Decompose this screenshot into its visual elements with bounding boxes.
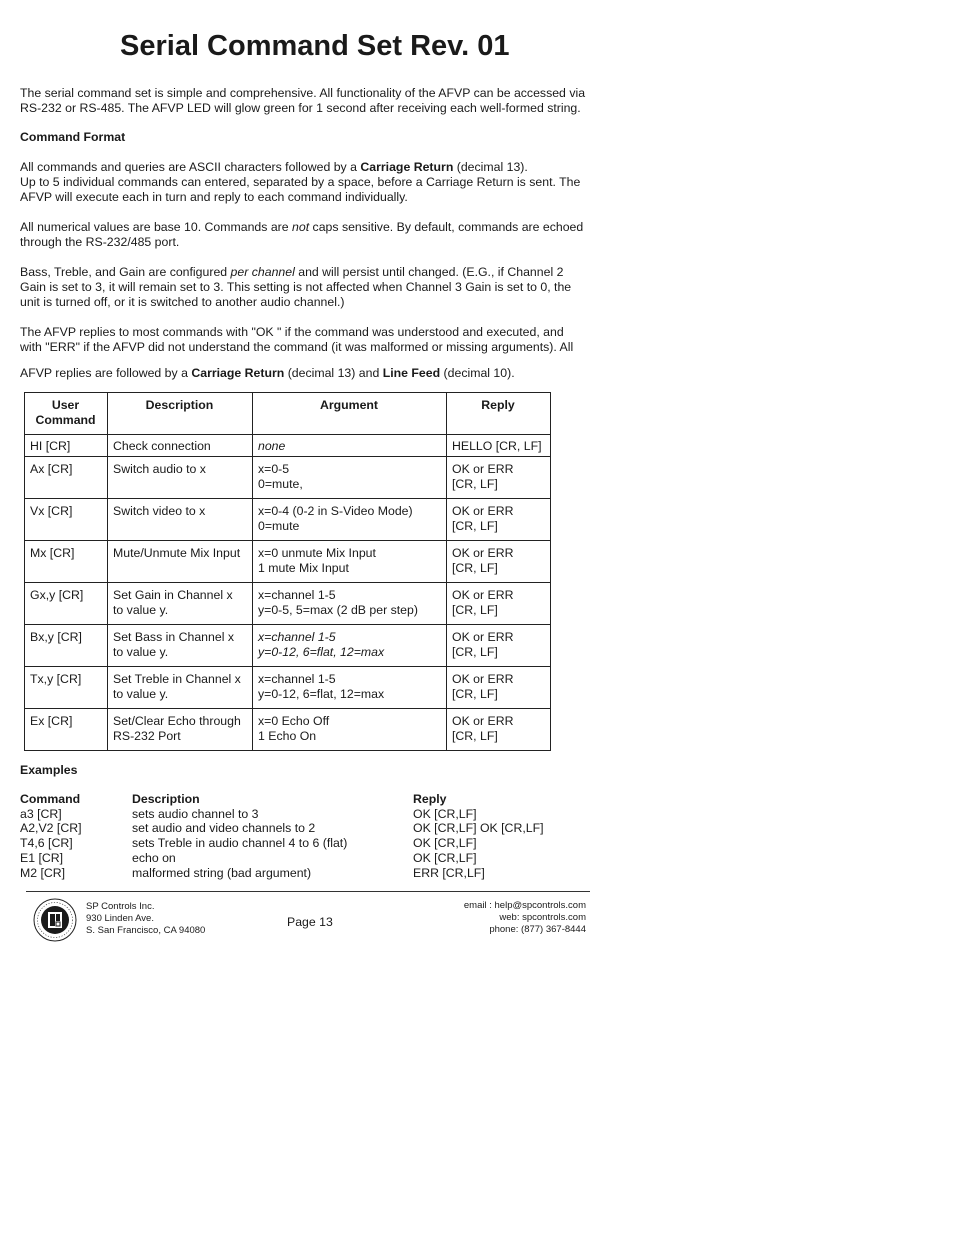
cell-command-text: HI [CR] [30,439,71,453]
cell-reply-line: OK or ERR [452,588,514,602]
numeric-text: through the RS-232/485 port. [20,235,180,249]
cell-reply-line: [CR, LF] [452,687,498,701]
cell-description-line: Set Bass in Channel x [113,630,234,644]
replies-text: (decimal 10). [440,366,515,380]
cell-description-line: Set/Clear Echo through [113,714,241,728]
example-command: a3 [CR] [20,806,62,821]
example-command: A2,V2 [CR] [20,821,82,836]
footer-divider [26,891,590,892]
table-row [25,667,551,709]
reply-text: with "ERR" if the AFVP did not understand the command (it was malformed or missing arguments). All [20,340,574,354]
cell-command-text: Vx [CR] [30,504,73,518]
cell-description-line: RS-232 Port [113,729,181,743]
format-text: All commands and queries are ASCII characters followed by a [20,160,361,174]
company-address [86,901,205,936]
example-reply: OK [CR,LF] [413,850,477,865]
bass-text: unit is turned off, or it is switched to another audio channel.) [20,295,345,309]
table-row [25,709,551,751]
command-reference-table [24,392,551,751]
command-format-heading: Command Format [20,130,126,144]
cell-argument [253,583,447,625]
intro-paragraph [20,86,620,116]
replies-text: (decimal 13) and [284,366,383,380]
cell-description [108,457,253,499]
example-description: set audio and video channels to 2 [132,821,316,836]
cell-description-line: to value y. [113,645,169,659]
header-reply: Reply [447,393,551,435]
cell-description [108,583,253,625]
cell-argument-line: x=0-5 [258,462,290,476]
cell-description [108,667,253,709]
cell-description-line: Switch video to x [113,504,206,518]
cell-reply [447,667,551,709]
cell-description [108,435,253,457]
cell-description-line: Set Gain in Channel x [113,588,233,602]
cell-argument-line: x=0-4 (0-2 in S-Video Mode) [258,504,413,518]
cell-argument [253,499,447,541]
contact-phone: phone: (877) 367-8444 [489,923,586,935]
cell-command [25,625,108,667]
cell-reply-line: OK or ERR [452,504,514,518]
bass-italic: per channel [230,265,295,279]
page-number: Page 13 [287,915,333,929]
replies-text: AFVP replies are followed by a [20,366,192,380]
cell-description [108,499,253,541]
example-description: echo on [132,850,176,865]
cell-argument-line: 1 mute Mix Input [258,561,349,575]
cell-command-text: Gx,y [CR] [30,588,84,602]
table-row [25,583,551,625]
cell-command [25,435,108,457]
cell-argument-line: y=0-5, 5=max (2 dB per step) [258,603,418,617]
cell-reply-line: OK or ERR [452,714,514,728]
contact-email: email : help@spcontrols.com [463,900,586,911]
contact-web: web: spcontrols.com [499,911,586,923]
cell-description [108,709,253,751]
cell-argument-line: x=channel 1-5 [258,672,336,686]
cell-reply-line: [CR, LF] [452,477,498,491]
cell-reply-line: OK or ERR [452,546,514,560]
cell-reply-line: [CR, LF] [452,561,498,575]
cell-description [108,541,253,583]
table-row [25,457,551,499]
cell-argument [253,625,447,667]
example-reply: OK [CR,LF] OK [CR,LF] [413,821,544,836]
cell-command [25,667,108,709]
cell-argument-line: none [258,439,286,453]
cell-argument-line: 1 Echo On [258,729,317,743]
example-row [20,821,573,836]
cell-reply-line: HELLO [CR, LF] [452,439,542,453]
cell-reply-line: [CR, LF] [452,519,498,533]
examples-table [20,792,573,880]
cell-reply [447,709,551,751]
example-command: M2 [CR] [20,865,66,880]
cell-command-text: Bx,y [CR] [30,630,82,644]
intro-line: The serial command set is simple and comprehensive. All functionality of the AFVP can be accessed via [20,86,586,100]
cell-description-line: Switch audio to x [113,462,206,476]
cell-argument-line: y=0-12, 6=flat, 12=max [258,645,385,659]
cell-description-line: to value y. [113,603,169,617]
cell-reply-line: [CR, LF] [452,645,498,659]
example-description: malformed string (bad argument) [132,865,312,880]
header-text: Command [35,413,96,427]
cell-command [25,541,108,583]
cell-description-line: Set Treble in Channel x [113,672,241,686]
cell-reply [447,541,551,583]
example-reply: ERR [CR,LF] [413,865,485,880]
sp-controls-logo-icon [33,898,77,942]
example-row [20,836,573,851]
cell-reply-line: OK or ERR [452,462,514,476]
cell-argument-line: x=0 Echo Off [258,714,330,728]
reply-paragraph [20,325,620,355]
cell-argument-line: 0=mute, [258,477,303,491]
examples-header-row [20,792,573,807]
cell-reply [447,435,551,457]
format-text: (decimal 13). [453,160,528,174]
cell-argument-line: x=channel 1-5 [258,588,336,602]
bass-text: Gain is set to 3, it will remain set to 3. This setting is not affected when Channel 3 Gain is set to 0, the [20,280,572,294]
page-title: Serial Command Set Rev. 01 [120,30,510,62]
examples-header-command: Command [20,792,81,806]
cell-description [108,625,253,667]
cell-command-text: Tx,y [CR] [30,672,82,686]
numeric-text: caps sensitive. By default, commands are echoed [309,220,584,234]
cell-reply-line: [CR, LF] [452,729,498,743]
company-contact [464,900,586,935]
examples-header-reply: Reply [413,792,447,806]
cell-reply [447,499,551,541]
cell-command-text: Ex [CR] [30,714,73,728]
example-command: T4,6 [CR] [20,836,73,851]
cell-argument [253,435,447,457]
cell-command [25,583,108,625]
bass-text: Bass, Treble, and Gain are configured [20,265,231,279]
example-command: E1 [CR] [20,850,64,865]
example-description: sets Treble in audio channel 4 to 6 (flat) [132,836,348,851]
bass-text: and will persist until changed. (E.G., if Channel 2 [294,265,564,279]
company-street: 930 Linden Ave. [86,912,154,924]
cell-command-text: Ax [CR] [30,462,73,476]
examples-header-description: Description [132,792,200,806]
cell-reply-line: [CR, LF] [452,603,498,617]
numeric-paragraph [20,220,620,250]
table-row [25,499,551,541]
cell-argument [253,667,447,709]
cell-description-line: Check connection [113,439,211,453]
cell-description-line: Mute/Unmute Mix Input [113,546,241,560]
example-row [20,807,573,822]
example-reply: OK [CR,LF] [413,836,477,851]
cell-reply [447,457,551,499]
table-row [25,541,551,583]
cell-argument-line: x=0 unmute Mix Input [258,546,376,560]
cell-reply-line: OK or ERR [452,672,514,686]
header-argument: Argument [253,393,447,435]
cell-argument [253,457,447,499]
example-row [20,866,573,881]
example-description: sets audio channel to 3 [132,806,259,821]
cell-description-line: to value y. [113,687,169,701]
cell-argument-line: y=0-12, 6=flat, 12=max [258,687,385,701]
cell-argument [253,541,447,583]
numeric-italic: not [292,220,310,234]
bass-paragraph [20,265,620,310]
replies-paragraph [20,366,620,381]
cell-command [25,457,108,499]
table-row [25,625,551,667]
header-user-command [25,393,108,435]
replies-bold: Carriage Return [191,366,285,380]
company-city: S. San Francisco, CA 94080 [86,924,206,936]
reply-text: The AFVP replies to most commands with "OK " if the command was understood and executed, and [20,325,564,339]
cell-argument [253,709,447,751]
intro-line: RS-232 or RS-485. The AFVP LED will glow green for 1 second after receiving each well-formed string. [20,101,581,115]
cell-reply [447,625,551,667]
table-row [25,435,551,457]
cell-reply-line: OK or ERR [452,630,514,644]
format-paragraph [20,160,620,205]
examples-heading: Examples [20,763,78,777]
format-text: Up to 5 individual commands can entered, separated by a space, before a Carriage Return is sent. The [20,175,581,189]
table-header-row [25,393,551,435]
numeric-text: All numerical values are base 10. Commands are [20,220,293,234]
cell-argument-line: 0=mute [258,519,300,533]
cell-command [25,499,108,541]
replies-bold: Line Feed [382,366,441,380]
header-description: Description [108,393,253,435]
cell-command [25,709,108,751]
header-text: User [51,398,80,412]
company-name: SP Controls Inc. [86,901,155,912]
cell-reply [447,583,551,625]
example-reply: OK [CR,LF] [413,806,477,821]
cell-command-text: Mx [CR] [30,546,75,560]
cell-argument-line: x=channel 1-5 [258,630,336,644]
format-text: AFVP will execute each in turn and reply to each command individually. [20,190,408,204]
example-row [20,851,573,866]
format-bold: Carriage Return [360,160,454,174]
